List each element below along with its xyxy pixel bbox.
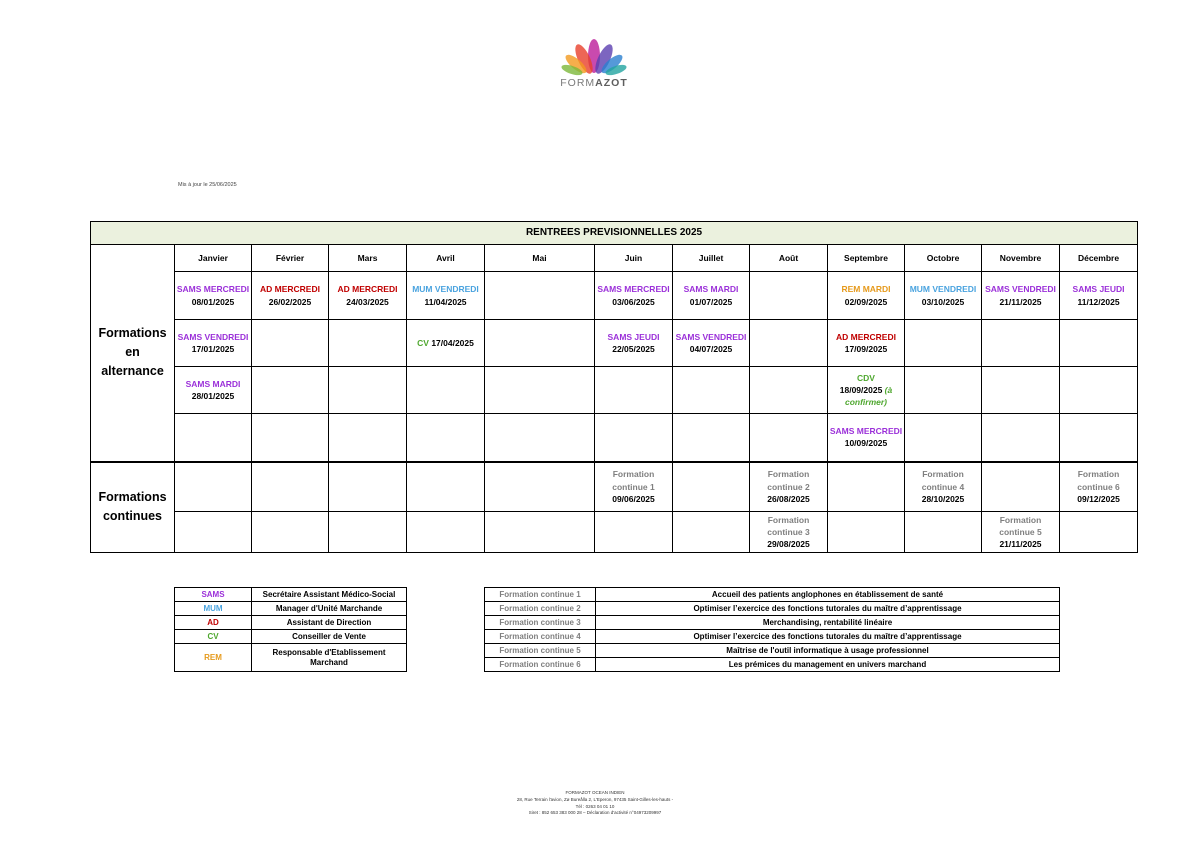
- legend-code: Formation continue 3: [485, 616, 596, 630]
- continue-session-cell: Formation continue 2 26/08/2025: [750, 462, 828, 512]
- empty-cell: [750, 320, 828, 367]
- empty-cell: [828, 462, 905, 512]
- session-cell: SAMS MERCREDI 08/01/2025: [175, 272, 252, 320]
- empty-cell: [407, 462, 485, 512]
- continue-session-cell: Formation continue 5 21/11/2025: [982, 512, 1060, 553]
- session-cell: SAMS JEUDI 22/05/2025: [595, 320, 673, 367]
- empty-cell: [329, 367, 407, 414]
- legend-code: REM: [175, 644, 252, 672]
- empty-cell: [252, 320, 329, 367]
- continue-session-cell: Formation continue 4 28/10/2025: [905, 462, 982, 512]
- session-cell: AD MERCREDI 26/02/2025: [252, 272, 329, 320]
- empty-cell: [905, 320, 982, 367]
- legend-desc: Conseiller de Vente: [252, 630, 407, 644]
- session-cell: SAMS JEUDI 11/12/2025: [1060, 272, 1138, 320]
- empty-cell: [595, 414, 673, 462]
- month-header: Novembre: [982, 245, 1060, 272]
- legend-code: Formation continue 5: [485, 644, 596, 658]
- empty-cell: [485, 367, 595, 414]
- session-cell: SAMS MERCREDI 10/09/2025: [828, 414, 905, 462]
- lotus-logo-icon: [560, 38, 628, 78]
- planning-table: [90, 221, 1138, 553]
- continue-session-cell: Formation continue 3 29/08/2025: [750, 512, 828, 553]
- month-header: Février: [252, 245, 329, 272]
- legend-desc: Manager d'Unité Marchande: [252, 602, 407, 616]
- empty-cell: [595, 512, 673, 553]
- empty-cell: [673, 462, 750, 512]
- section-continues: Formations continues: [91, 462, 175, 553]
- session-cell: SAMS MARDI 01/07/2025: [673, 272, 750, 320]
- empty-cell: [175, 462, 252, 512]
- month-header: Mai: [485, 245, 595, 272]
- empty-cell: [329, 462, 407, 512]
- empty-cell: [750, 414, 828, 462]
- session-cell: MUM VENDREDI 03/10/2025: [905, 272, 982, 320]
- empty-cell: [905, 367, 982, 414]
- session-cell: SAMS MERCREDI 03/06/2025: [595, 272, 673, 320]
- empty-cell: [1060, 320, 1138, 367]
- legend-desc: Accueil des patients anglophones en établissement de santé: [596, 588, 1060, 602]
- empty-cell: [175, 512, 252, 553]
- empty-cell: [828, 512, 905, 553]
- month-header: Décembre: [1060, 245, 1138, 272]
- empty-cell: [485, 414, 595, 462]
- legend-code: Formation continue 2: [485, 602, 596, 616]
- legend-desc: Assistant de Direction: [252, 616, 407, 630]
- empty-cell: [673, 512, 750, 553]
- footer-address: 28, Rue Terrain l'avion, Zø Bureålla 2, L'Eperon, 97435 Saint-Gilles-les-hauts -: [516, 796, 674, 802]
- continue-session-cell: Formation continue 1 09/06/2025: [595, 462, 673, 512]
- session-cell: SAMS MARDI 28/01/2025: [175, 367, 252, 414]
- empty-cell: [905, 414, 982, 462]
- legend-code: Formation continue 6: [485, 658, 596, 672]
- month-header: Mars: [329, 245, 407, 272]
- empty-cell: [407, 367, 485, 414]
- footer-company: FORMAZOT OCEAN INDIEN: [565, 790, 625, 795]
- empty-cell: [982, 462, 1060, 512]
- empty-cell: [485, 462, 595, 512]
- table-title: RENTREES PREVISIONNELLES 2025: [91, 222, 1138, 245]
- legend-desc: Merchandising, rentabilité linéaire: [596, 616, 1060, 630]
- legend-code: Formation continue 4: [485, 630, 596, 644]
- empty-cell: [1060, 367, 1138, 414]
- last-updated-note: Mis à jour le 25/06/2025: [178, 182, 237, 188]
- session-cell: REM MARDI 02/09/2025: [828, 272, 905, 320]
- session-cell: SAMS VENDREDI 21/11/2025: [982, 272, 1060, 320]
- legend-desc: Responsable d'Etablissement Marchand: [252, 644, 407, 672]
- empty-cell: [329, 414, 407, 462]
- empty-cell: [329, 512, 407, 553]
- month-header: Juillet: [673, 245, 750, 272]
- session-cell: CV 17/04/2025: [407, 320, 485, 367]
- session-cell: MUM VENDREDI 11/04/2025: [407, 272, 485, 320]
- legend-code: AD: [175, 616, 252, 630]
- month-header: Janvier: [175, 245, 252, 272]
- empty-cell: [750, 272, 828, 320]
- empty-cell: [982, 320, 1060, 367]
- empty-cell: [595, 367, 673, 414]
- legend-desc: Optimiser l’exercice des fonctions tutorales du maître d’apprentissage: [596, 630, 1060, 644]
- session-cell: AD MERCREDI 17/09/2025: [828, 320, 905, 367]
- empty-cell: [673, 367, 750, 414]
- month-header: Juin: [595, 245, 673, 272]
- legend-desc: Optimiser l’exercice des fonctions tutorales du maître d’apprentissage: [596, 602, 1060, 616]
- empty-cell: [982, 414, 1060, 462]
- legend-desc: Secrétaire Assistant Médico-Social: [252, 588, 407, 602]
- empty-cell: [1060, 414, 1138, 462]
- empty-cell: [673, 414, 750, 462]
- empty-cell: [905, 512, 982, 553]
- month-header: Septembre: [828, 245, 905, 272]
- empty-cell: [407, 512, 485, 553]
- legend-desc: Les prémices du management en univers marchand: [596, 658, 1060, 672]
- legend-diplomas: [174, 587, 407, 672]
- empty-cell: [1060, 512, 1138, 553]
- section-alternance: Formations en alternance: [91, 245, 175, 462]
- empty-cell: [485, 272, 595, 320]
- formazot-logo: [558, 38, 630, 94]
- legend-code: Formation continue 1: [485, 588, 596, 602]
- footer-siret: Siret : 852 653 383 000 28 – Déclaration d'activité n°04973209997: [528, 810, 662, 816]
- month-header: Août: [750, 245, 828, 272]
- empty-cell: [252, 367, 329, 414]
- empty-cell: [750, 367, 828, 414]
- month-header: Avril: [407, 245, 485, 272]
- empty-cell: [252, 414, 329, 462]
- session-cell: CDV 18/09/2025 (à confirmer): [828, 367, 905, 414]
- empty-cell: [252, 462, 329, 512]
- month-header: Octobre: [905, 245, 982, 272]
- empty-cell: [982, 367, 1060, 414]
- page-footer: [445, 790, 745, 817]
- footer-phone: Tél : 0263 04 01 10: [575, 803, 615, 809]
- legend-code: CV: [175, 630, 252, 644]
- legend-code: SAMS: [175, 588, 252, 602]
- empty-cell: [329, 320, 407, 367]
- legend-desc: Maîtrise de l'outil informatique à usage professionnel: [596, 644, 1060, 658]
- empty-cell: [175, 414, 252, 462]
- legend-formations-continues: [484, 587, 1060, 672]
- empty-cell: [407, 414, 485, 462]
- logo-wordmark: FORMAZOT: [560, 77, 628, 89]
- session-cell: AD MERCREDI 24/03/2025: [329, 272, 407, 320]
- session-cell: SAMS VENDREDI 04/07/2025: [673, 320, 750, 367]
- empty-cell: [485, 512, 595, 553]
- session-cell: SAMS VENDREDI 17/01/2025: [175, 320, 252, 367]
- empty-cell: [485, 320, 595, 367]
- legend-code: MUM: [175, 602, 252, 616]
- continue-session-cell: Formation continue 6 09/12/2025: [1060, 462, 1138, 512]
- empty-cell: [252, 512, 329, 553]
